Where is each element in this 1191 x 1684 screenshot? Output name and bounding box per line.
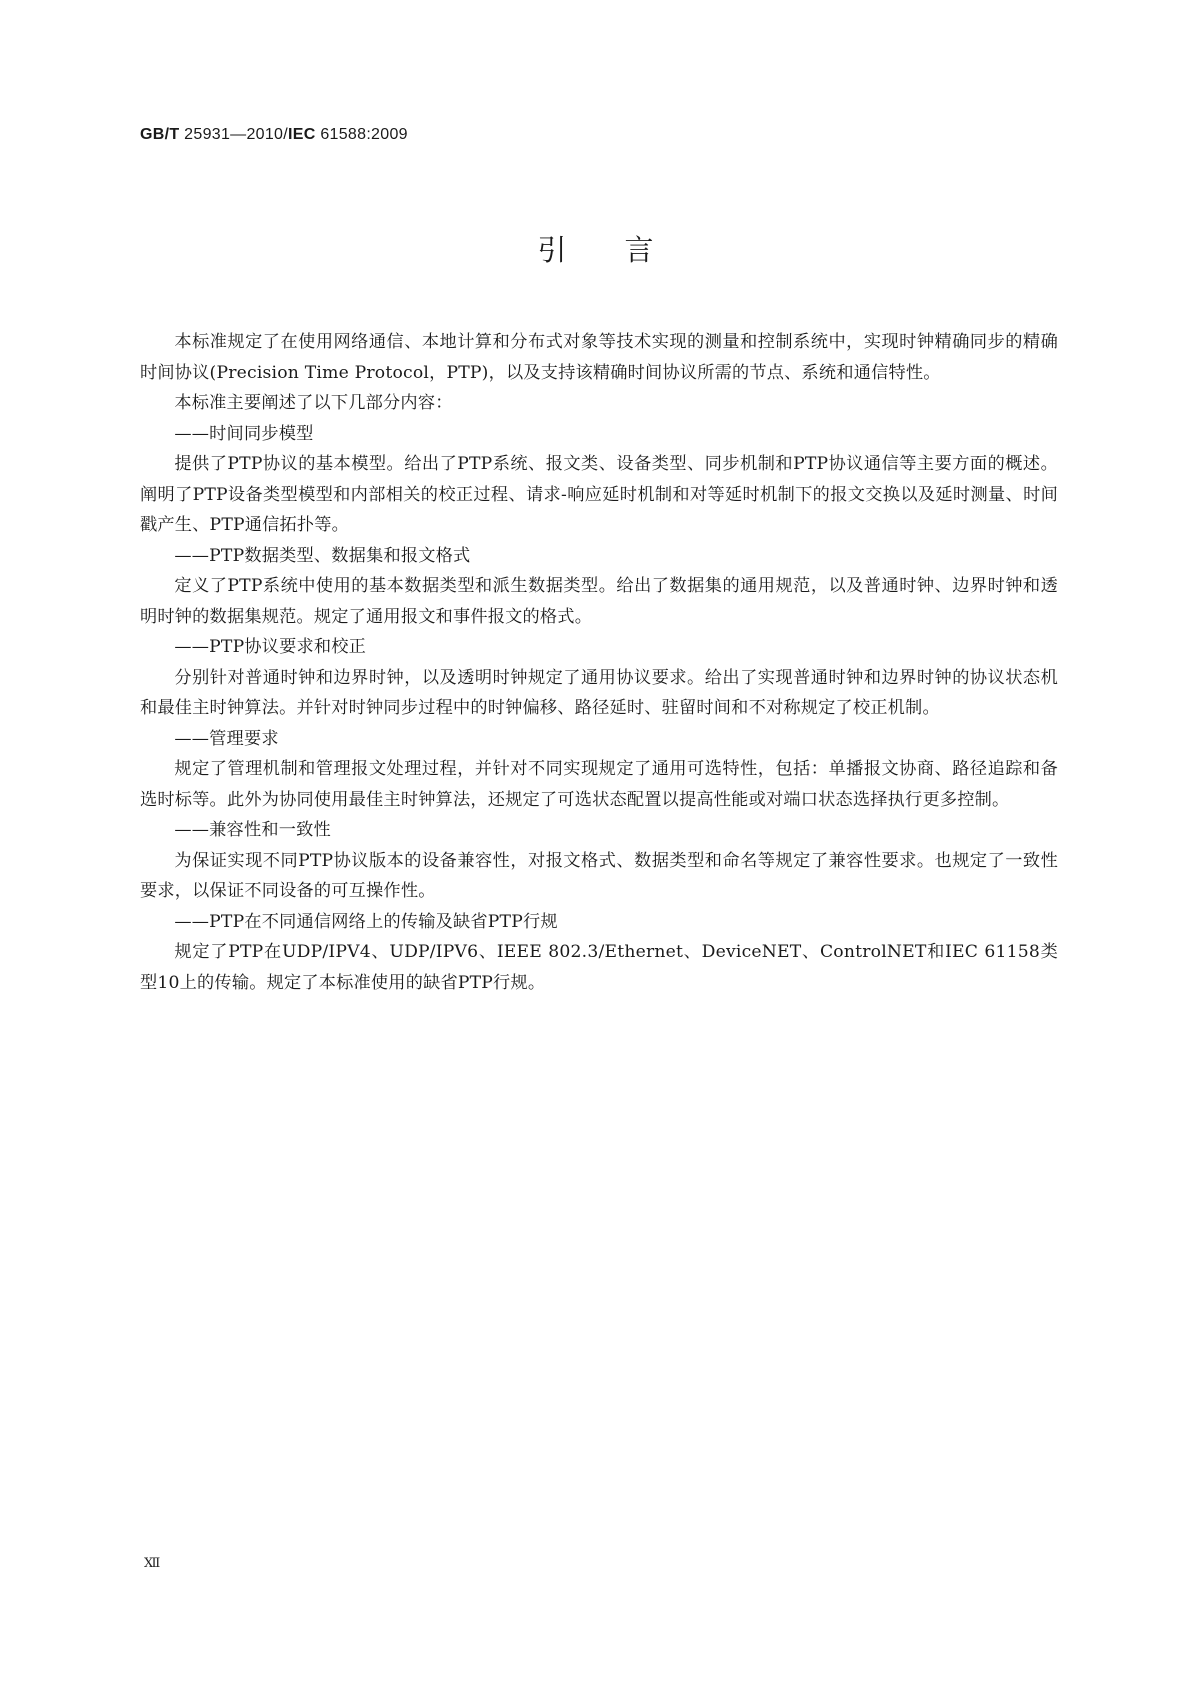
section-list-item: ——时间同步模型: [174, 423, 314, 444]
section-list-item: ——PTP数据类型、数据集和报文格式: [174, 545, 471, 566]
section-list-item: ——PTP协议要求和校正: [174, 637, 367, 657]
section-list-item: ——PTP在不同通信网络上的传输及缺省PTP行规: [174, 911, 558, 932]
body-paragraph: 定义了PTP系统中使用的基本数据类型和派生数据类型。给出了数据集的通用规范，以及普通时钟、边界时钟和透明时钟的数据集规范。规定了通用报文和事件报文的格式。: [140, 576, 1058, 627]
document-body: [140, 327, 1058, 998]
body-paragraph: 为保证实现不同PTP协议版本的设备兼容性，对报文格式、数据类型和命名等规定了兼容性要求。也规定了一致性要求，以保证不同设备的可互操作性。: [140, 850, 1058, 901]
section-list-item: ——兼容性和一致性: [174, 820, 331, 840]
header-prefix: GB/T: [140, 126, 180, 143]
header-iec: IEC: [288, 126, 316, 143]
section-list-item: ——管理要求: [174, 728, 279, 749]
page-number: Ⅻ: [144, 1556, 161, 1571]
page-title: 引言: [537, 233, 712, 267]
header-number: 25931—2010/: [179, 126, 288, 143]
body-paragraph: 本标准规定了在使用网络通信、本地计算和分布式对象等技术实现的测量和控制系统中，实现时钟精确同步的精确时间协议(Precision Time Protocol，PTP)，以及支持该精确时间协议所需的节点、系统和通信特性。: [140, 332, 1058, 383]
body-paragraph: 规定了管理机制和管理报文处理过程，并针对不同实现规定了通用可选特性，包括：单播报文协商、路径追踪和备选时标等。此外为协同使用最佳主时钟算法，还规定了可选状态配置以提高性能或对端口状态选择执行更多控制。: [140, 759, 1058, 810]
standard-number-header: [140, 126, 408, 144]
body-paragraph: 规定了PTP在UDP/IPV4、UDP/IPV6、IEEE 802.3/Ethernet、DeviceNET、ControlNET和IEC 61158类型10上的传输。规定了本标准使用的缺省PTP行规。: [140, 942, 1058, 993]
body-paragraph: 本标准主要阐述了以下几部分内容：: [174, 393, 453, 413]
body-paragraph: 分别针对普通时钟和边界时钟，以及透明时钟规定了通用协议要求。给出了实现普通时钟和边界时钟的协议状态机和最佳主时钟算法。并针对时钟同步过程中的时钟偏移、路径延时、驻留时间和不对称规定了校正机制。: [140, 667, 1058, 718]
body-paragraph: 提供了PTP协议的基本模型。给出了PTP系统、报文类、设备类型、同步机制和PTP协议通信等主要方面的概述。阐明了PTP设备类型模型和内部相关的校正过程、请求-响应延时机制和对等延时机制下的报文交换以及延时测量、时间戳产生、PTP通信拓扑等。: [140, 454, 1058, 535]
header-iec-number: 61588:2009: [315, 126, 408, 143]
